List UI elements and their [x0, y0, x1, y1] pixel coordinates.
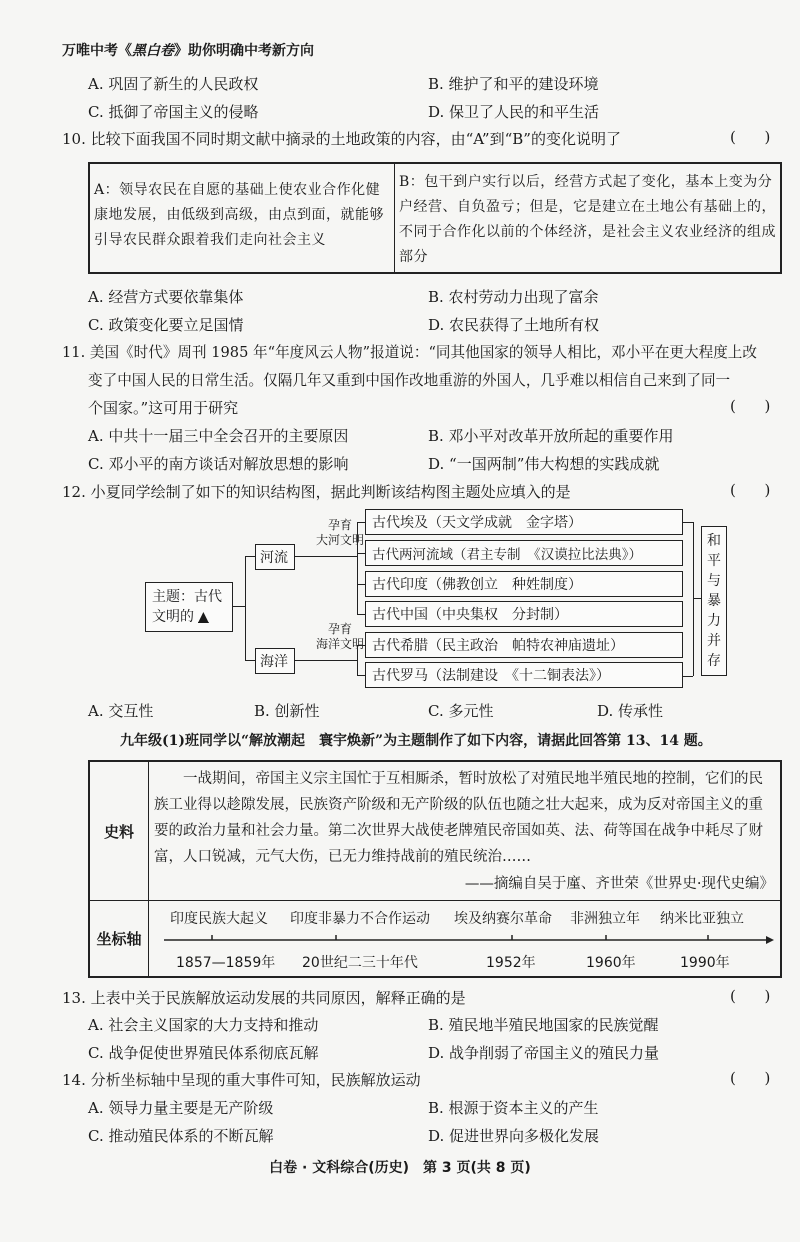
connector — [245, 556, 255, 557]
q12-stem: 12. 小夏同学绘制了如下的知识结构图，据此判断该结构图主题处应填入的是 — [62, 483, 571, 501]
q10-option-b: B. 农村劳动力出现了富余 — [428, 288, 599, 306]
axis-event: 非洲独立年 — [570, 911, 640, 927]
connector — [245, 556, 246, 660]
sea-box: 海洋 — [255, 648, 295, 674]
axis-year: 1990年 — [680, 955, 730, 971]
connector — [357, 645, 358, 675]
civ-box-greece: 古代希腊（民主政治 帕特农神庙遗址） — [365, 632, 683, 658]
material-text: 一战期间，帝国主义宗主国忙于互相厮杀，暂时放松了对殖民地半殖民地的控制，它们的民族工业得以趁隙发展，民族资产阶级和无产阶级的队伍也随之壮大起来，成为反对帝国主义的重要的政治力量和社会力量。第二次世界大战使老牌殖民帝国如英、法、荷等国在战争中耗尽了财富，人口锐减，元气大伤，已无力维持战前的殖民统治…… — [154, 771, 763, 865]
river-box: 河流 — [255, 544, 295, 570]
q10-stem: 10. 比较下面我国不同时期文献中摘录的土地政策的内容，由“A”到“B”的变化说明了 — [62, 130, 621, 148]
connector — [357, 522, 358, 614]
axis-event: 印度非暴力不合作运动 — [290, 911, 430, 927]
q13-option-d: D. 战争削弱了帝国主义的殖民力量 — [428, 1044, 660, 1062]
q10-cell-b: B：包干到户实行以后，经营方式起了变化，基本上变为分户经营、自负盈亏；但是，它是建立在土地公有基础上的，不同于合作化以前的个体经济，是社会主义农业经济的组成部分 — [399, 174, 776, 265]
sea-note: 孕育 海洋文明 — [316, 622, 365, 651]
material-source: ——摘编自吴于廑、齐世荣《世界史·现代史编》 — [464, 876, 774, 892]
q10-table — [88, 162, 782, 274]
q10-cell-a: A：领导农民在自愿的基础上使农业合作化健康地发展，由低级到高级，由点到面，就能够引导农民群众跟着我们走向社会主义 — [90, 164, 395, 272]
q13-option-c: C. 战争促使世界殖民体系彻底瓦解 — [88, 1044, 319, 1062]
connector — [357, 522, 365, 523]
q11-option-d: D. “一国两制”伟大构想的实践成就 — [428, 455, 660, 473]
material-row — [90, 762, 780, 901]
q12-option-c: C. 多元性 — [428, 702, 494, 720]
q11-option-b: B. 邓小平对改革开放所起的重要作用 — [428, 427, 674, 445]
axis-row — [90, 900, 780, 976]
theme-blank-mark: ▲ — [198, 609, 209, 625]
header-post: 》助你明确中考新方向 — [174, 43, 314, 59]
q11-stem-line-3: 个国家。”这可用于研究 — [88, 399, 239, 417]
connector — [357, 614, 365, 615]
connector — [693, 522, 694, 676]
q14-option-a: A. 领导力量主要是无产阶级 — [88, 1099, 274, 1117]
theme-line-1: 主题：古代 — [152, 589, 222, 605]
right-conclusion-box: 和 平 与 暴 力 并 存 — [701, 526, 727, 676]
page-footer: 白卷 · 文科综合(历史) 第 3 页(共 8 页) — [269, 1160, 531, 1176]
civ-box-india: 古代印度（佛教创立 种姓制度） — [365, 571, 683, 597]
axis-year: 20世纪二三十年代 — [302, 955, 418, 971]
theme-line-2: 文明的 ▲ — [152, 607, 213, 627]
q12-answer-blank: ( ) — [730, 481, 771, 499]
civ-box-china: 古代中国（中央集权 分封制） — [365, 601, 683, 627]
q13-answer-blank: ( ) — [730, 987, 771, 1005]
q12-option-b: B. 创新性 — [254, 702, 320, 720]
connector — [693, 598, 701, 599]
connector — [357, 675, 365, 676]
diagram-theme-box — [145, 582, 233, 632]
header-pre: 万唯中考《 — [62, 43, 132, 59]
q13-14-intro: 九年级(1)班同学以“解放潮起 寰宇焕新”为主题制作了如下内容，请据此回答第 13、14 题。 — [120, 733, 712, 749]
q9-option-b: B. 维护了和平的建设环境 — [428, 75, 599, 93]
page-header — [62, 40, 314, 60]
axis-year: 1960年 — [586, 955, 636, 971]
axis-label: 坐标轴 — [90, 900, 149, 976]
q14-option-b: B. 根源于资本主义的产生 — [428, 1099, 599, 1117]
q14-option-c: C. 推动殖民体系的不断瓦解 — [88, 1127, 274, 1145]
q13-stem: 13. 上表中关于民族解放运动发展的共同原因，解释正确的是 — [62, 989, 466, 1007]
civ-box-rome: 古代罗马（法制建设 《十二铜表法》） — [365, 662, 683, 688]
q13-material-table — [88, 760, 782, 978]
material-label: 史料 — [90, 762, 149, 900]
connector — [295, 556, 357, 557]
q9-option-a: A. 巩固了新生的人民政权 — [88, 75, 259, 93]
q11-stem-line-1: 11. 美国《时代》周刊 1985 年“年度风云人物”报道说：“同其他国家的领导人相比，邓小平在更大程度上改 — [62, 344, 757, 361]
connector — [295, 660, 357, 661]
q9-option-c: C. 抵御了帝国主义的侵略 — [88, 103, 259, 121]
q11-answer-blank: ( ) — [730, 397, 771, 415]
q10-option-a: A. 经营方式要依靠集体 — [88, 288, 244, 306]
header-brand: 黑白卷 — [132, 43, 174, 59]
axis-year: 1857—1859年 — [176, 955, 276, 971]
q12-option-a: A. 交互性 — [88, 702, 154, 720]
civ-box-egypt: 古代埃及（天文学成就 金字塔） — [365, 509, 683, 535]
connector — [357, 584, 365, 585]
river-note: 孕育 大河文明 — [316, 518, 365, 547]
axis-event: 埃及纳赛尔革命 — [454, 911, 552, 927]
civ-box-mesopotamia: 古代两河流域（君主专制 《汉谟拉比法典》） — [365, 540, 683, 566]
q11-stem-line-2: 变了中国人民的日常生活。仅隔几年又重到中国作改地重游的外国人，几乎难以相信自己来到了同一 — [88, 372, 731, 389]
axis-event: 纳米比亚独立 — [660, 911, 744, 927]
q13-option-a: A. 社会主义国家的大力支持和推动 — [88, 1016, 319, 1034]
q12-option-d: D. 传承性 — [597, 702, 664, 720]
q13-option-b: B. 殖民地半殖民地国家的民族觉醒 — [428, 1016, 659, 1034]
q10-option-d: D. 农民获得了土地所有权 — [428, 316, 600, 334]
q11-option-a: A. 中共十一届三中全会召开的主要原因 — [88, 427, 349, 445]
q14-option-d: D. 促进世界向多极化发展 — [428, 1127, 600, 1145]
connector — [683, 676, 693, 677]
q11-option-c: C. 邓小平的南方谈话对解放思想的影响 — [88, 455, 349, 473]
q14-answer-blank: ( ) — [730, 1069, 771, 1087]
connector — [357, 553, 365, 554]
connector — [683, 522, 693, 523]
axis-event: 印度民族大起义 — [170, 911, 268, 927]
connector — [233, 606, 245, 607]
q9-option-d: D. 保卫了人民的和平生活 — [428, 103, 600, 121]
connector — [245, 660, 255, 661]
q14-stem: 14. 分析坐标轴中呈现的重大事件可知，民族解放运动 — [62, 1071, 421, 1089]
q10-answer-blank: ( ) — [730, 128, 771, 146]
connector — [357, 645, 365, 646]
timeline-axis — [160, 930, 780, 950]
axis-year: 1952年 — [486, 955, 536, 971]
q10-option-c: C. 政策变化要立足国情 — [88, 316, 244, 334]
